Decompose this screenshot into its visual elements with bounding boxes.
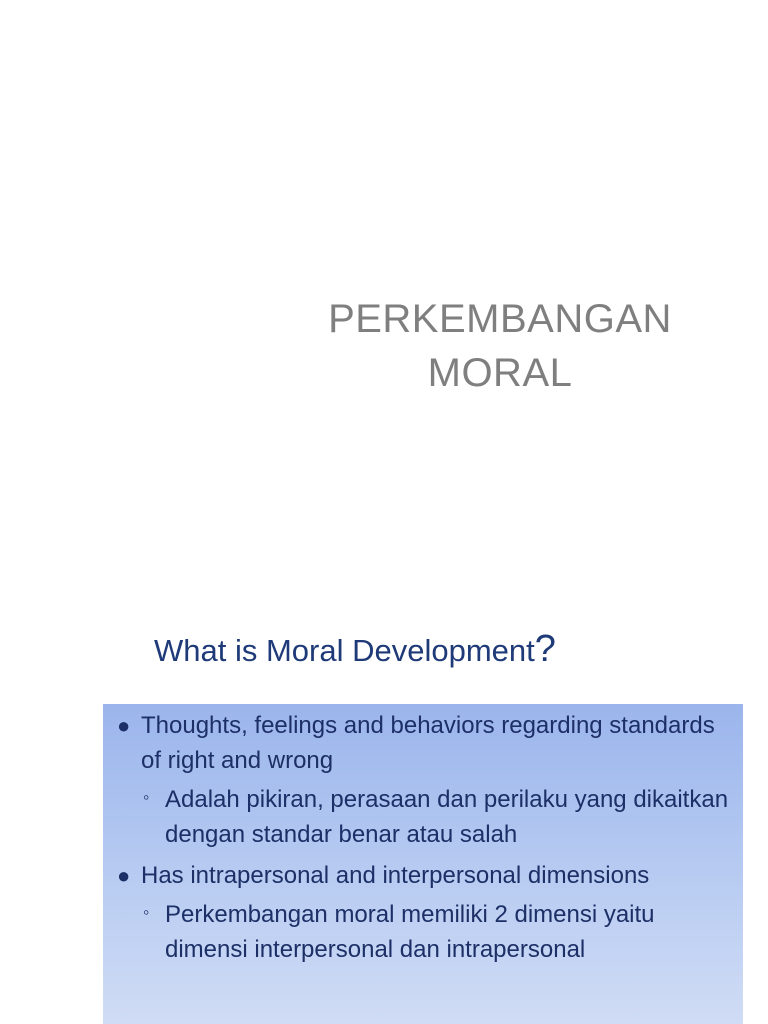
bullet-text: Has intrapersonal and interpersonal dimensions [141, 862, 650, 889]
bullet-dot-icon: ● [117, 713, 131, 738]
section-heading [154, 626, 556, 674]
bullet-dot-icon: ● [117, 863, 131, 888]
bullet-text: Thoughts, feelings and behaviors regarding standards of right and wrong [141, 712, 715, 774]
bullet-item [117, 858, 735, 893]
slide-title [300, 292, 700, 400]
sub-bullet-item [117, 782, 735, 852]
sub-bullet-text: Adalah pikiran, perasaan dan perilaku yang dikaitkan dengan standar benar atau salah [165, 786, 729, 848]
slide-title-line-1: PERKEMBANGAN [328, 297, 672, 341]
section-heading-text: What is Moral Development [154, 633, 535, 668]
sub-bullet-text: Perkembangan moral memiliki 2 dimensi yaitu dimensi interpersonal dan intrapersonal [165, 901, 655, 963]
bullet-item [117, 708, 735, 778]
sub-bullet-item [117, 897, 735, 967]
content-box [103, 704, 743, 1024]
slide-title-line-2: MORAL [427, 351, 573, 395]
sub-bullet-circle-icon: ◦ [143, 902, 150, 922]
section-heading-question-mark: ? [534, 628, 556, 670]
sub-bullet-circle-icon: ◦ [143, 787, 150, 807]
